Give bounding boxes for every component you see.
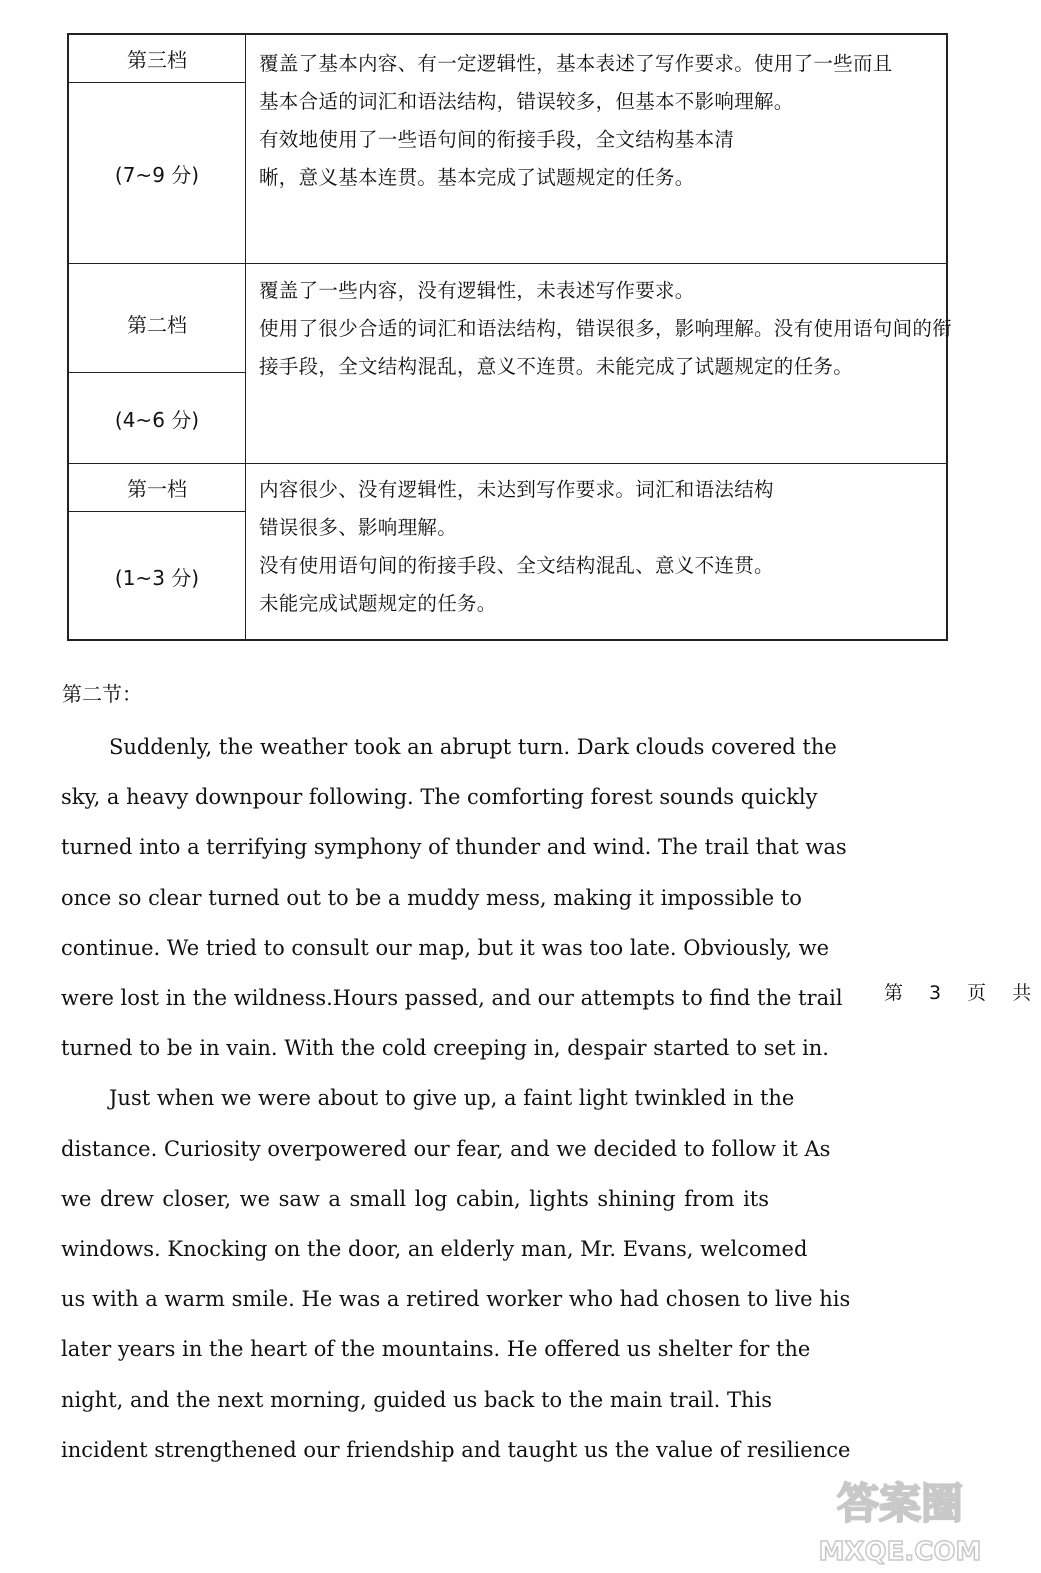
passage-line: distance. Curiosity overpowered our fear, and we decided to follow it As bbox=[61, 1136, 831, 1161]
band-score: (7~9 分) bbox=[114, 162, 200, 187]
description-line: 覆盖了一些内容，没有逻辑性，未表述写作要求。 bbox=[259, 279, 695, 302]
band-name: 第二档 bbox=[69, 264, 245, 373]
band-score: (4~6 分) bbox=[114, 407, 200, 432]
passage-line: continue. We tried to consult our map, but it was too late. Obviously, we bbox=[61, 935, 829, 960]
watermark-title: 答案圈 bbox=[836, 1479, 964, 1528]
band-name: 第三档 bbox=[69, 35, 245, 83]
paragraph-1 bbox=[61, 722, 847, 1073]
passage-line: windows. Knocking on the door, an elderly man, Mr. Evans, welcomed bbox=[61, 1237, 808, 1262]
passage-line: turned into a terrifying symphony of thunder and wind. The trail that was bbox=[61, 835, 847, 860]
passage-line: turned to be in vain. With the cold creeping in, despair started to set in. bbox=[61, 1036, 829, 1061]
description-line: 接手段，全文结构混乱，意义不连贯。未能完成了试题规定的任务。 bbox=[259, 355, 854, 378]
rubric-band-1 bbox=[69, 464, 946, 641]
description-line: 基本合适的词汇和语法结构，错误较多，但基本不影响理解。 bbox=[259, 90, 794, 113]
passage-line: Just when we were about to give up, a faint light twinkled in the bbox=[109, 1086, 795, 1111]
band-description bbox=[259, 272, 953, 386]
description-line: 内容很少、没有逻辑性，未达到写作要求。词汇和语法结构 bbox=[259, 478, 774, 501]
paragraph-2 bbox=[61, 1073, 851, 1475]
band-name: 第一档 bbox=[69, 464, 245, 512]
passage-line: us with a warm smile. He was a retired worker who had chosen to live his bbox=[61, 1287, 851, 1312]
passage-line: incident strengthened our friendship and taught us the value of resilience bbox=[61, 1437, 851, 1462]
section-heading: 第二节： bbox=[62, 682, 142, 706]
passage-line: sky, a heavy downpour following. The comforting forest sounds quickly bbox=[61, 785, 818, 810]
scoring-rubric-table bbox=[67, 33, 953, 641]
description-line: 晰，意义基本连贯。基本完成了试题规定的任务。 bbox=[259, 166, 695, 189]
band-label-cell bbox=[69, 464, 246, 641]
passage-line: night, and the next morning, guided us back to the main trail. This bbox=[61, 1387, 773, 1412]
band-description bbox=[259, 471, 946, 623]
band-description bbox=[259, 45, 946, 197]
description-line: 错误很多、影响理解。 bbox=[259, 516, 458, 539]
watermark-logo bbox=[810, 1470, 990, 1570]
description-line: 未能完成试题规定的任务。 bbox=[259, 592, 497, 615]
description-line: 有效地使用了一些语句间的衔接手段，全文结构基本清 bbox=[259, 128, 735, 151]
rubric-band-2 bbox=[69, 264, 953, 464]
band-score: (1~3 分) bbox=[114, 566, 200, 590]
band-label-cell bbox=[69, 264, 246, 463]
passage-line: were lost in the wildness.Hours passed, and our attempts to find the trail bbox=[61, 986, 843, 1011]
description-line: 使用了很少合适的词汇和语法结构，错误很多，影响理解。没有使用语句间的衔 bbox=[259, 317, 953, 340]
essay-passage bbox=[61, 722, 851, 1475]
watermark-url: MXQE.COM bbox=[818, 1537, 982, 1567]
passage-line: Suddenly, the weather took an abrupt turn. Dark clouds covered the bbox=[109, 735, 837, 759]
passage-line: once so clear turned out to be a muddy mess, making it impossible to bbox=[61, 885, 802, 910]
rubric-band-3 bbox=[69, 35, 946, 264]
band-label-cell bbox=[69, 35, 246, 263]
page-number: 第 3 页 共 bbox=[884, 982, 1041, 1004]
description-line: 没有使用语句间的衔接手段、全文结构混乱、意义不连贯。 bbox=[259, 554, 774, 577]
description-line: 覆盖了基本内容、有一定逻辑性，基本表述了写作要求。使用了一些而且 bbox=[259, 52, 893, 75]
passage-line: later years in the heart of the mountains. He offered us shelter for the bbox=[61, 1337, 811, 1362]
passage-line: we drew closer, we saw a small log cabin, lights shining from its bbox=[61, 1186, 769, 1211]
